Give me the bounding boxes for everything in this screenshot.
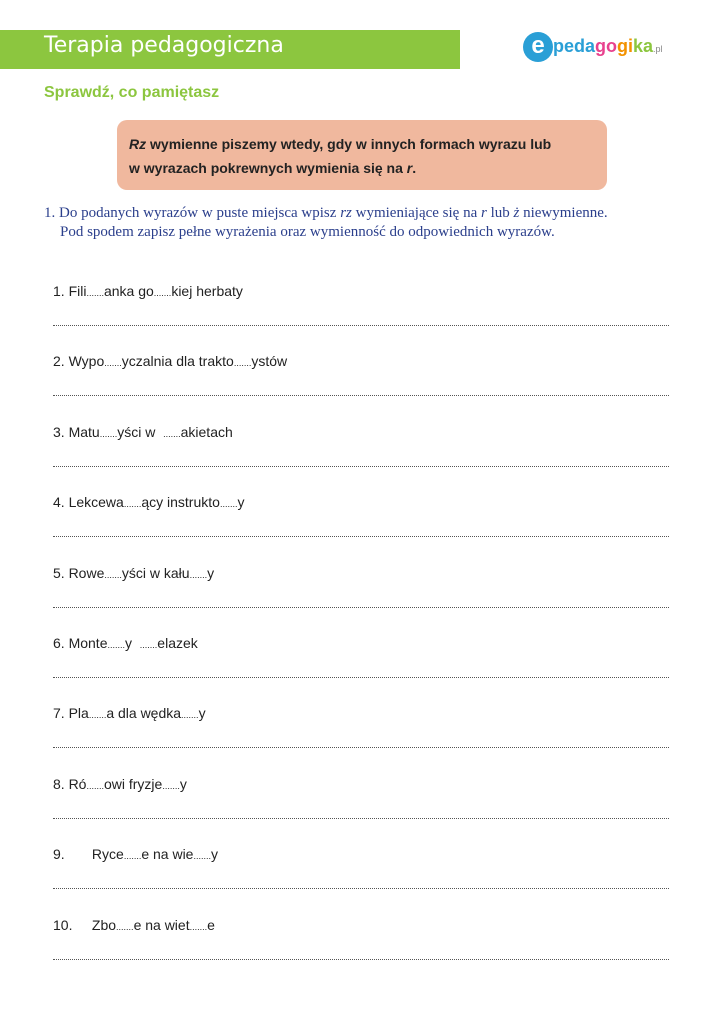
exercise-item: [53, 635, 669, 685]
logo-part-2: go: [595, 36, 618, 56]
fill-in-blank[interactable]: .......: [123, 499, 142, 510]
logo-e-icon: e: [523, 32, 553, 62]
answer-line[interactable]: [53, 607, 669, 608]
exercise-fragment: 1. Fili: [53, 283, 87, 299]
exercise-fragment: 10. Zbo: [53, 916, 117, 933]
exercise-fragment: elazek: [157, 635, 198, 651]
fill-in-blank[interactable]: .......: [162, 780, 180, 791]
fill-in-blank[interactable]: .......: [163, 428, 181, 439]
page-title: Terapia pedagogiczna: [44, 33, 284, 58]
answer-line[interactable]: [53, 536, 669, 537]
fill-in-blank[interactable]: .......: [193, 851, 211, 862]
answer-line[interactable]: [53, 395, 669, 396]
exercise-text: [53, 353, 287, 369]
rule-line-2-text: w wyrazach pokrewnych wymienia się na: [129, 160, 407, 176]
exercise-item: [53, 917, 669, 967]
logo-wordmark: [553, 36, 663, 57]
answer-line[interactable]: [53, 747, 669, 748]
exercise-item: [53, 846, 669, 896]
rule-line-2-end: .: [412, 160, 417, 176]
task-text-d: niewymienne.: [519, 205, 608, 221]
exercise-fragment: y: [207, 564, 215, 581]
exercise-text: [53, 705, 206, 721]
task-instructions: [44, 204, 684, 242]
task-line-2: Pod spodem zapisz pełne wyrażenia oraz wymienność do odpowiednich wyrazów.: [60, 224, 555, 240]
exercise-fragment: yści w kału: [121, 564, 190, 581]
fill-in-blank[interactable]: .......: [86, 780, 104, 791]
exercise-fragment: akietach: [180, 423, 233, 440]
exercise-item: [53, 565, 669, 615]
exercise-text: [53, 565, 214, 581]
rule-letter: r: [406, 160, 413, 176]
task-em-rz: rz: [340, 205, 352, 221]
exercise-fragment: owi fryzje: [103, 775, 163, 792]
exercise-item: [53, 494, 669, 544]
exercise-fragment: e na wie: [141, 846, 194, 863]
exercise-item: [53, 353, 669, 403]
exercise-fragment: 6. Monte: [53, 635, 108, 651]
rule-line-2: [129, 156, 595, 180]
exercise-text: [53, 424, 233, 440]
answer-line[interactable]: [53, 677, 669, 678]
fill-in-blank[interactable]: .......: [189, 921, 208, 932]
exercise-fragment: yści w: [117, 423, 164, 440]
task-number: 1.: [44, 205, 56, 221]
exercise-text: [53, 846, 218, 862]
exercise-text: [53, 635, 198, 651]
fill-in-blank[interactable]: .......: [219, 499, 238, 510]
exercise-fragment: 9. Ryce: [53, 846, 124, 863]
exercise-item: [53, 705, 669, 755]
answer-line[interactable]: [53, 466, 669, 467]
answer-line[interactable]: [53, 325, 669, 326]
logo-part-3: gi: [617, 36, 634, 56]
exercise-item: [53, 776, 669, 826]
fill-in-blank[interactable]: .......: [181, 710, 199, 721]
exercise-text: [53, 917, 215, 933]
fill-in-blank[interactable]: .......: [233, 358, 252, 369]
epedagogika-logo: [523, 30, 683, 66]
fill-in-blank[interactable]: .......: [107, 640, 125, 650]
exercise-fragment: e: [207, 916, 215, 933]
fill-in-blank[interactable]: .......: [88, 710, 107, 721]
fill-in-blank[interactable]: .......: [104, 569, 122, 580]
exercise-fragment: 7. Pla: [53, 705, 89, 722]
fill-in-blank[interactable]: .......: [189, 569, 208, 580]
exercise-fragment: 5. Rowe: [53, 564, 105, 581]
exercise-fragment: 8. Ró: [53, 775, 87, 792]
logo-suffix: .pl: [653, 44, 663, 54]
fill-in-blank[interactable]: .......: [99, 428, 118, 439]
exercise-fragment: anka go: [103, 283, 154, 299]
task-text-c: lub: [486, 205, 514, 221]
rule-term: Rz: [129, 136, 147, 152]
exercise-item: [53, 283, 669, 333]
exercise-text: [53, 494, 244, 510]
answer-line[interactable]: [53, 959, 669, 960]
fill-in-blank[interactable]: .......: [123, 851, 142, 862]
rule-box: [117, 120, 607, 190]
exercise-fragment: e na wiet: [133, 916, 190, 933]
exercise-fragment: 4. Lekcewa: [53, 494, 124, 511]
task-text-a: Do podanych wyrazów w puste miejsca wpisz: [55, 205, 341, 221]
rule-line-1: [129, 132, 595, 156]
exercise-fragment: 3. Matu: [53, 423, 100, 440]
fill-in-blank[interactable]: .......: [116, 921, 134, 932]
task-line-1: [44, 204, 684, 223]
exercise-fragment: y: [125, 635, 140, 651]
exercise-fragment: a dla wędka: [106, 705, 182, 722]
task-em-z: ż: [513, 205, 520, 221]
fill-in-blank[interactable]: .......: [153, 288, 172, 298]
exercise-fragment: ący instrukto: [141, 494, 220, 511]
exercise-text: [53, 776, 187, 792]
exercise-fragment: y: [211, 846, 218, 863]
exercise-fragment: y: [237, 494, 245, 511]
logo-part-1: peda: [553, 36, 596, 56]
exercise-fragment: ystów: [251, 353, 288, 370]
exercise-fragment: kiej herbaty: [171, 283, 243, 299]
exercise-fragment: y: [179, 775, 187, 792]
rule-line-1-text: wymienne piszemy wtedy, gdy w innych formach wyrazu lub: [146, 136, 552, 152]
exercise-text: [53, 283, 243, 299]
section-title: Sprawdź, co pamiętasz: [44, 84, 220, 101]
header-bar: [0, 30, 460, 69]
logo-part-4: ka: [633, 36, 654, 56]
task-text-b: wymieniające się na: [351, 205, 481, 221]
exercise-fragment: yczalnia dla trakto: [121, 353, 234, 370]
answer-line[interactable]: [53, 818, 669, 819]
exercise-fragment: y: [198, 705, 206, 722]
answer-line[interactable]: [53, 888, 669, 889]
fill-in-blank[interactable]: .......: [86, 288, 104, 298]
fill-in-blank[interactable]: .......: [139, 640, 158, 650]
exercise-item: [53, 424, 669, 474]
task-em-r: r: [481, 205, 487, 221]
fill-in-blank[interactable]: .......: [104, 358, 122, 369]
exercise-fragment: 2. Wypo: [53, 353, 105, 370]
